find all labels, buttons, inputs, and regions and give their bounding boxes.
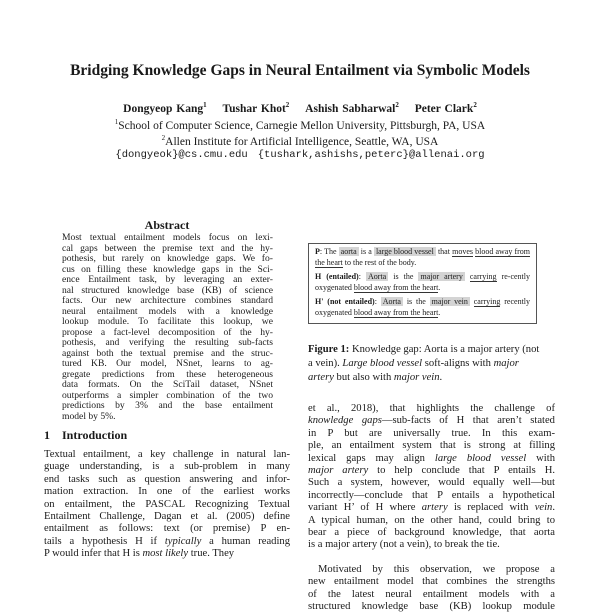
text-segment: incorrectly—conclude that P entails a hypothetical (308, 489, 555, 501)
text-line (308, 576, 555, 588)
emphasis: most likely (142, 548, 189, 560)
text-segment: pothesis, and verifying the resulting sub-facts (62, 337, 273, 348)
text-segment: lexical gaps may align (308, 452, 435, 464)
text-segment: structured knowledge base (KB) lookup module (308, 601, 555, 613)
author: Tushar Khot$^2$ (222, 101, 290, 115)
text-segment: end tasks such as question answering and infor- (44, 473, 290, 485)
affiliation: $^2$Allen Institute for Artificial Intelligence, Seattle, WA, USA (161, 134, 439, 148)
premise: P: The aorta is a large blood vessel that moves blood away from the heart to the rest of the body. (315, 247, 531, 267)
emphasis: artery (421, 502, 448, 514)
text-line (62, 412, 273, 423)
text-segment: tails a hypothesis H if (44, 535, 165, 547)
text-segment: variant H’ of H where (308, 502, 422, 514)
text-line (44, 523, 290, 535)
text-line (44, 486, 290, 498)
text-line (308, 589, 555, 601)
text-line (44, 548, 290, 560)
author: Dongyeop Kang$^1$ (123, 101, 207, 115)
text-segment: ple, an entailment system that is strong at filling (308, 440, 555, 452)
author: Ashish Sabharwal$^2$ (305, 101, 399, 115)
text-line (308, 415, 555, 427)
author: Peter Clark$^2$ (414, 101, 477, 115)
text-segment: true. They (188, 548, 235, 560)
text-segment: new entailment model that combines the strengths (308, 576, 555, 588)
text-segment: gregate predictions from these heterogeneous (62, 368, 273, 380)
author-list (0, 101, 600, 115)
text-segment: cus on filling these knowledge gaps in the Sci- (62, 263, 273, 275)
text-segment: predictions by 3% and the base entailment (62, 400, 273, 411)
text-segment: neural entailment models with a knowledge (62, 305, 273, 317)
emails: {dongyeok}@cs.cmu.edu {tushark,ashishs,peterc}@allenai.org (115, 149, 485, 161)
text-segment: ence Entailment task, by leveraging an exter- (62, 274, 273, 285)
text-line (308, 502, 555, 514)
text-segment: model by 5%. (62, 410, 116, 422)
intro-body (44, 449, 290, 561)
paper-title: Bridging Knowledge Gaps in Neural Entailment via Symbolic Models (70, 62, 530, 79)
abstract-heading: Abstract (144, 218, 190, 232)
text-segment: is a major artery (not a vein), to break the tie. (308, 539, 500, 551)
text-segment: . (552, 502, 555, 514)
text-line (308, 403, 555, 415)
text-segment: facts. Our new architecture combines standard (62, 295, 273, 306)
text-segment: bear a piece of background knowledge, that aorta (308, 526, 555, 538)
hypothesis-not-entailed: H' (not entailed): Aorta is the major vein carrying recently oxygenated blood away from the heart. (315, 297, 531, 317)
abstract-body (62, 233, 273, 422)
emphasis: vein (534, 502, 553, 514)
text-line (308, 428, 555, 440)
text-segment: Motivated by this observation, we propose a (318, 564, 555, 576)
right-column-body (308, 403, 555, 614)
text-segment: tured KB. Our model, NSnet, learns to ag- (62, 358, 273, 369)
text-segment: Most textual entailment models focus on lexi- (62, 232, 273, 243)
figure-caption: Figure 1: Knowledge gap: Aorta is a major artery (not a vein). Large blood vessel soft-aligns with major artery but also with major vein. (308, 344, 540, 383)
text-line (44, 511, 290, 523)
text-segment: is replaced with (447, 502, 535, 514)
text-segment: cal gaps between the premise text and the hy- (62, 242, 273, 254)
emphasis: large blood vessel (434, 452, 527, 464)
affiliation: $^1$School of Computer Science, Carnegie Mellon University, Pittsburgh, PA, USA (114, 118, 486, 132)
text-segment: entailment as follows: text (or premise) P en- (44, 523, 290, 535)
text-segment: Entailment Challenge, Dagan et al. (2005) define (44, 510, 290, 522)
text-segment: guage understanding, is a sub-problem in many (44, 461, 290, 473)
text-line (44, 474, 290, 486)
hypothesis-entailed: H (entailed): Aorta is the major artery carrying re-cently oxygenated blood away from the heart. (315, 272, 531, 292)
text-segment: to help conclude that P entails H. (368, 464, 555, 476)
text-line (308, 477, 555, 489)
text-segment: Textual entailment, a key challenge in natural lan- (44, 449, 290, 460)
emphasis: typically (164, 535, 202, 547)
text-segment: pothesis, but rarely on knowledge gaps. We fo- (62, 253, 273, 264)
text-line (308, 440, 555, 452)
text-line (308, 527, 555, 539)
text-segment: lookup module. To facilitate this lookup, we (62, 316, 273, 327)
text-segment: outperforms a simpler combination of the two (62, 389, 273, 401)
text-line (308, 601, 555, 613)
text-segment: mation extraction. In one of the earliest works (44, 486, 290, 498)
text-line (44, 449, 290, 461)
emphasis: major artery (308, 464, 369, 476)
text-line (308, 515, 555, 527)
emphasis: knowledge gaps (308, 415, 382, 427)
text-segment: Such a system, however, would equally well—but (308, 477, 555, 489)
text-line (44, 536, 290, 548)
text-line (308, 465, 555, 477)
text-segment: —sub-facts of H that aren’t stated (381, 415, 555, 427)
text-line (308, 490, 555, 502)
text-segment: propose a fact-level decomposition of the hy- (62, 326, 273, 338)
text-segment: data formats. On the SciTail dataset, NSnet (62, 379, 273, 390)
text-segment: A typical human, on the other hand, could bring to (308, 514, 555, 526)
text-line (44, 461, 290, 473)
text-line (308, 564, 555, 576)
text-segment: et al., 2018), that highlights the challenge of (308, 403, 555, 414)
text-line (308, 453, 555, 465)
text-segment: with (526, 452, 555, 464)
text-segment: of the latest neural entailment models with a (308, 588, 555, 600)
text-segment: on entailment, the PASCAL Recognizing Textual (44, 498, 290, 510)
text-segment: against both the textual premise and the struc- (62, 347, 273, 359)
text-segment: P would infer that H is (44, 548, 143, 560)
text-segment: a human reading (201, 535, 290, 547)
text-line (44, 499, 290, 511)
text-segment: in P but are universally true. In this exam- (308, 427, 555, 439)
text-line (308, 539, 555, 551)
figure-1-box (308, 243, 537, 324)
section-heading: 1 Introduction (44, 428, 128, 442)
text-segment: nal structured knowledge base (KB) of science (62, 284, 273, 296)
